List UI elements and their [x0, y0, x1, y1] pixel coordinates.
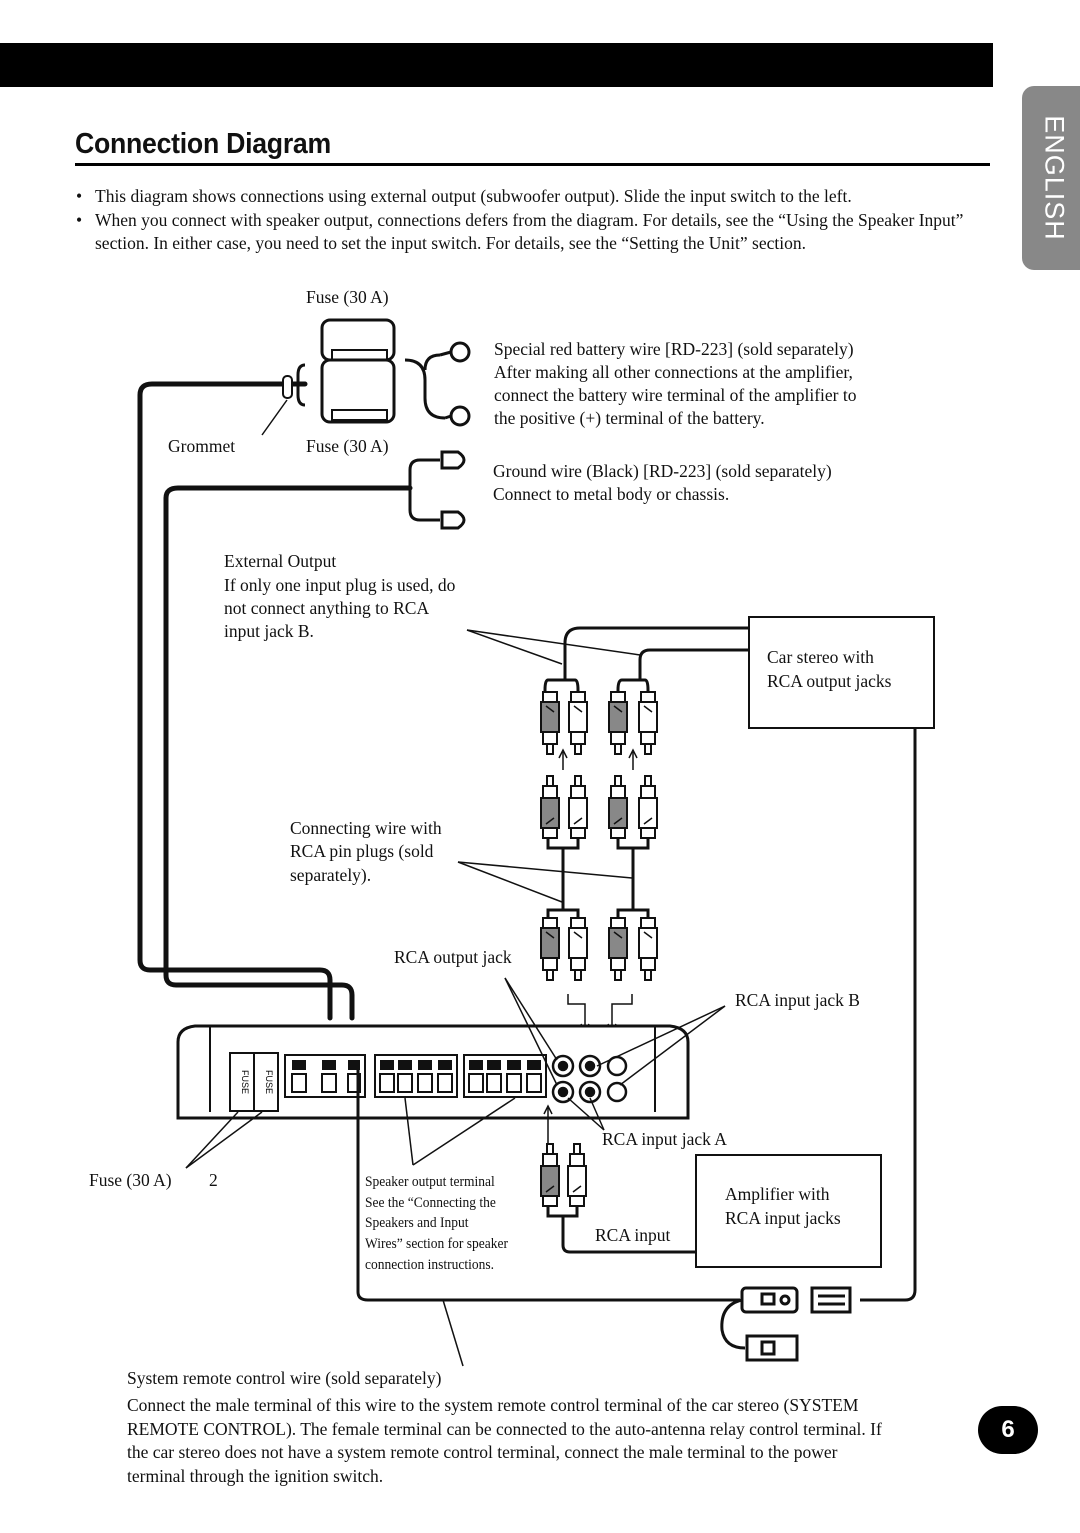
label-fuse-bottom: Fuse (30 A) [89, 1170, 172, 1190]
label-external-output: input jack B. [224, 621, 314, 641]
amp-fuse-label: FUSE [264, 1069, 274, 1095]
label-amplifier-rca: Amplifier with [725, 1184, 830, 1204]
page-title: Connection Diagram [75, 128, 331, 160]
fuse-holder-top [262, 320, 394, 435]
label-external-output: not connect anything to RCA [224, 598, 430, 618]
label-amplifier-rca: RCA input jacks [725, 1208, 841, 1228]
language-tab-label: ENGLISH [1039, 115, 1070, 241]
label-connecting-wire: Connecting wire with [290, 818, 442, 838]
label-fuse-count: 2 [209, 1170, 218, 1190]
label-rca-output-jack: RCA output jack [394, 947, 512, 967]
label-grommet: Grommet [168, 436, 236, 456]
label-rca-input-jack-b: RCA input jack B [735, 990, 860, 1010]
rca-plugs-lower [541, 900, 657, 1032]
label-remote-wire: System remote control wire (sold separately) [127, 1368, 442, 1388]
rca-plugs-middle [541, 750, 657, 900]
label-connecting-wire: separately). [290, 865, 372, 885]
label-battery-wire: Special red battery wire [RD-223] (sold separately) [494, 339, 854, 359]
label-speaker-output: Speaker output terminal [365, 1174, 495, 1190]
label-fuse-top: Fuse (30 A) [306, 287, 389, 307]
label-speaker-output: Wires” section for speaker [365, 1236, 509, 1252]
label-ground-wire: Ground wire (Black) [RD-223] (sold separately) [493, 461, 832, 481]
label-car-stereo: RCA output jacks [767, 671, 892, 691]
amplifier-unit [178, 1026, 688, 1118]
label-external-output: External Output [224, 551, 337, 571]
label-battery-wire: connect the battery wire terminal of the amplifier to [494, 385, 857, 405]
label-speaker-output: Speakers and Input [365, 1215, 469, 1231]
label-battery-wire: After making all other connections at the amplifier, [494, 362, 853, 382]
ground-wire [410, 452, 464, 528]
battery-wire [140, 384, 410, 1018]
label-car-stereo: Car stereo with [767, 647, 874, 667]
label-connecting-wire: RCA pin plugs (sold [290, 841, 434, 861]
label-external-output: If only one input plug is used, do [224, 575, 456, 595]
bullet-item: • This diagram shows connections using external output (subwoofer output). Slide the input switch to the left. [74, 185, 994, 209]
label-rca-input-jack-a: RCA input jack A [602, 1129, 727, 1149]
battery-terminals [405, 343, 469, 425]
page-number: 6 [978, 1406, 1038, 1454]
rca-plugs-top [541, 692, 657, 754]
label-ground-wire: Connect to metal body or chassis. [493, 484, 730, 504]
label-speaker-output: See the “Connecting the [365, 1195, 496, 1211]
label-rca-input: RCA input [595, 1225, 671, 1245]
label-speaker-output: connection instructions. [365, 1257, 494, 1273]
label-battery-wire: the positive (+) terminal of the battery. [494, 408, 765, 428]
label-fuse-mid: Fuse (30 A) [306, 436, 389, 456]
bullet-item: • When you connect with speaker output, connections defers from the diagram. For details, see the “Using the Speaker Input” section. In either case, you need to set the input switch. For details, see the “Setting the Unit” section. [74, 209, 994, 256]
remote-wire-instructions: Connect the male terminal of this wire to the system remote control terminal of the car stereo (SYSTEM REMOTE CONTROL). The female terminal can be connected to the auto-antenna relay control terminal. If the car stereo does not have a system remote control terminal, connect the male terminal to the power terminal through the ignition switch. [127, 1395, 882, 1486]
amp-fuse-label: FUSE [240, 1069, 250, 1095]
